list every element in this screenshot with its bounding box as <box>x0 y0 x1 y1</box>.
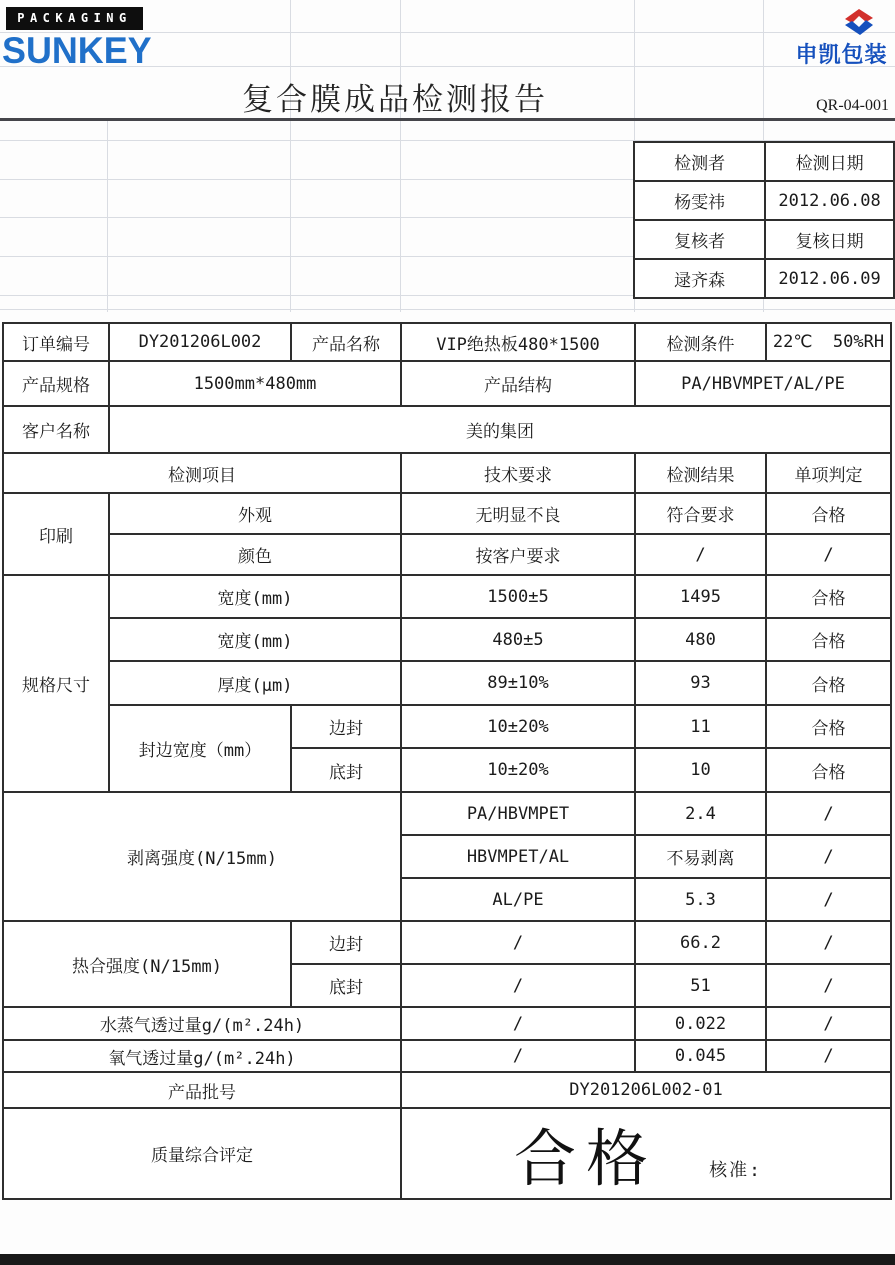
item-cell: 边封 <box>291 705 401 748</box>
inspector-table <box>633 141 895 299</box>
judge-cell: 合格 <box>766 575 891 618</box>
judge-cell: 合格 <box>766 493 891 534</box>
req-cell: 1500±5 <box>401 575 635 618</box>
judge-cell: 合格 <box>766 661 891 705</box>
col-header-requirement: 技术要求 <box>401 453 635 493</box>
group-peel-strength: 剥离强度(N/15mm) <box>3 792 401 921</box>
sunkey-logo: SUNKEY <box>2 30 152 71</box>
col-header-item: 检测项目 <box>3 453 401 493</box>
results-table <box>2 322 892 1200</box>
res-cell: 93 <box>635 661 766 705</box>
row-wvtr <box>3 1007 891 1040</box>
row-batch <box>3 1072 891 1108</box>
review-date-label: 复核日期 <box>765 220 894 259</box>
row-print-appearance <box>3 493 891 534</box>
col-header-judgement: 单项判定 <box>766 453 891 493</box>
spec-value: 1500mm*480mm <box>109 361 401 406</box>
item-cell: 边封 <box>291 921 401 964</box>
test-condition-value: 22℃ 50%RH <box>766 323 891 361</box>
shenkai-logo-icon <box>834 6 882 38</box>
res-cell: 11 <box>635 705 766 748</box>
req-cell: 10±20% <box>401 705 635 748</box>
inspector-name: 杨雯祎 <box>634 181 765 220</box>
product-name-label: 产品名称 <box>291 323 401 361</box>
group-size: 规格尺寸 <box>3 575 109 792</box>
item-cell: 厚度(μm) <box>109 661 401 705</box>
item-cell: 底封 <box>291 964 401 1007</box>
customer-label: 客户名称 <box>3 406 109 453</box>
req-cell: 480±5 <box>401 618 635 661</box>
order-no-value: DY201206L002 <box>109 323 291 361</box>
judge-cell: / <box>766 878 891 921</box>
req-cell: 无明显不良 <box>401 493 635 534</box>
reviewer-label: 复核者 <box>634 220 765 259</box>
structure-value: PA/HBVMPET/AL/PE <box>635 361 891 406</box>
wvtr-label: 水蒸气透过量g/(m².24h) <box>3 1007 401 1040</box>
col-header-result: 检测结果 <box>635 453 766 493</box>
judge-cell: 合格 <box>766 705 891 748</box>
req-cell: / <box>401 1007 635 1040</box>
req-cell: / <box>401 964 635 1007</box>
packaging-logo: PACKAGING <box>6 7 143 30</box>
res-cell: 符合要求 <box>635 493 766 534</box>
row-otr <box>3 1040 891 1072</box>
item-cell: 底封 <box>291 748 401 792</box>
title-divider <box>0 118 895 121</box>
customer-value: 美的集团 <box>109 406 891 453</box>
test-condition-label: 检测条件 <box>635 323 766 361</box>
row-thickness <box>3 661 891 705</box>
row-width-2 <box>3 618 891 661</box>
res-cell: 5.3 <box>635 878 766 921</box>
overall-result-cell <box>401 1108 891 1199</box>
table-row <box>634 142 894 181</box>
row-order-info <box>3 323 891 361</box>
gridline <box>290 0 291 312</box>
row-overall <box>3 1108 891 1199</box>
res-cell: 不易剥离 <box>635 835 766 878</box>
overall-result: 合格 <box>513 1122 658 1195</box>
judge-cell: / <box>766 964 891 1007</box>
req-cell: 10±20% <box>401 748 635 792</box>
req-cell: 按客户要求 <box>401 534 635 575</box>
batch-value: DY201206L002-01 <box>401 1072 891 1108</box>
judge-cell: 合格 <box>766 748 891 792</box>
req-cell: PA/HBVMPET <box>401 792 635 835</box>
res-cell: 10 <box>635 748 766 792</box>
judge-cell: / <box>766 792 891 835</box>
row-customer <box>3 406 891 453</box>
gridline <box>0 309 895 310</box>
table-row <box>634 220 894 259</box>
judge-cell: / <box>766 1007 891 1040</box>
res-cell: 0.022 <box>635 1007 766 1040</box>
judge-cell: / <box>766 534 891 575</box>
spec-label: 产品规格 <box>3 361 109 406</box>
req-cell: AL/PE <box>401 878 635 921</box>
row-seal-side <box>3 705 891 748</box>
judge-cell: / <box>766 921 891 964</box>
item-cell: 外观 <box>109 493 401 534</box>
batch-label: 产品批号 <box>3 1072 401 1108</box>
product-name-value: VIP绝热板480*1500 <box>401 323 635 361</box>
table-row <box>634 259 894 298</box>
req-cell: / <box>401 921 635 964</box>
group-print: 印刷 <box>3 493 109 575</box>
row-spec-info <box>3 361 891 406</box>
inspect-date-label: 检测日期 <box>765 142 894 181</box>
res-cell: 0.045 <box>635 1040 766 1072</box>
item-cell: 宽度(mm) <box>109 618 401 661</box>
item-cell: 宽度(mm) <box>109 575 401 618</box>
group-seal-width: 封边宽度（mm） <box>109 705 291 792</box>
row-print-color <box>3 534 891 575</box>
req-cell: / <box>401 1040 635 1072</box>
row-peel-1 <box>3 792 891 835</box>
page-title: 复合膜成品检测报告 <box>242 82 548 118</box>
review-date: 2012.06.09 <box>765 259 894 298</box>
judge-cell: / <box>766 1040 891 1072</box>
res-cell: 66.2 <box>635 921 766 964</box>
table-row <box>634 181 894 220</box>
row-heat-side <box>3 921 891 964</box>
gridline <box>400 0 401 312</box>
res-cell: 51 <box>635 964 766 1007</box>
judge-cell: 合格 <box>766 618 891 661</box>
bottom-bar <box>0 1254 895 1265</box>
inspect-date: 2012.06.08 <box>765 181 894 220</box>
group-heat-seal: 热合强度(N/15mm) <box>3 921 291 1007</box>
res-cell: 2.4 <box>635 792 766 835</box>
order-no-label: 订单编号 <box>3 323 109 361</box>
res-cell: 1495 <box>635 575 766 618</box>
inspector-label: 检测者 <box>634 142 765 181</box>
structure-label: 产品结构 <box>401 361 635 406</box>
item-cell: 颜色 <box>109 534 401 575</box>
req-cell: 89±10% <box>401 661 635 705</box>
gridline <box>107 120 108 312</box>
row-width-1 <box>3 575 891 618</box>
reviewer-name: 逯齐森 <box>634 259 765 298</box>
overall-label: 质量综合评定 <box>3 1108 401 1199</box>
approve-label: 核准: <box>709 1160 762 1181</box>
shenkai-logo-text: 申凯包装 <box>795 43 888 68</box>
res-cell: / <box>635 534 766 575</box>
res-cell: 480 <box>635 618 766 661</box>
doc-code: QR-04-001 <box>816 97 889 114</box>
row-header <box>3 453 891 493</box>
otr-label: 氧气透过量g/(m².24h) <box>3 1040 401 1072</box>
req-cell: HBVMPET/AL <box>401 835 635 878</box>
judge-cell: / <box>766 835 891 878</box>
